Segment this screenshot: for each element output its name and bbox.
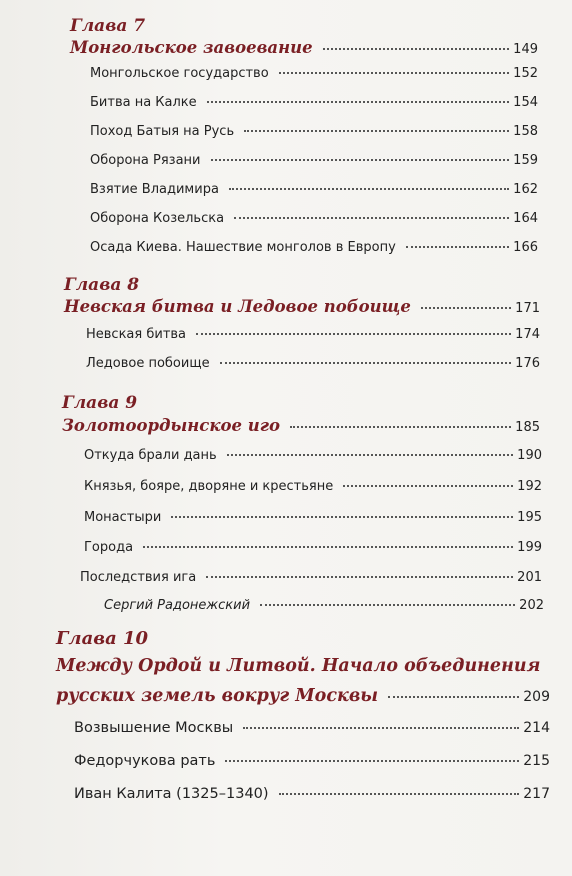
entry-label: Взятие Владимира (90, 182, 219, 197)
leader-dots (279, 72, 509, 74)
entry-label: Откуда брали дань (84, 448, 217, 463)
page-number: 164 (513, 211, 538, 226)
entry-label: Последствия ига (80, 570, 197, 585)
toc-entry[interactable] (84, 479, 542, 494)
entry-label: Оборона Рязани (90, 153, 201, 168)
toc-entry[interactable] (84, 448, 542, 463)
page-number: 154 (513, 95, 538, 110)
leader-dots (220, 362, 512, 364)
leader-dots (421, 307, 511, 309)
entry-label: Монастыри (84, 510, 162, 525)
leader-dots (244, 130, 509, 132)
chapter-10-title-line1: Между Ордой и Литвой. Начало объединения (56, 656, 541, 676)
page-number: 214 (523, 720, 550, 736)
page-number: 199 (517, 540, 542, 555)
entry-label: Оборона Козельска (90, 211, 225, 226)
entry-label: Монгольское государство (90, 66, 269, 81)
page-number: 149 (513, 42, 538, 57)
page-number: 159 (513, 153, 538, 168)
leader-dots (343, 485, 513, 487)
page-number: 192 (517, 479, 542, 494)
toc-entry[interactable] (104, 598, 544, 613)
page-number: 176 (515, 356, 540, 371)
entry-label: Невская битва (86, 327, 187, 342)
chapter-7-title-entry[interactable] (70, 38, 538, 57)
toc-entry[interactable] (84, 510, 542, 525)
toc-entry[interactable] (74, 753, 550, 769)
toc-entry[interactable] (90, 182, 538, 197)
page-number: 174 (515, 327, 540, 342)
leader-dots (225, 760, 519, 762)
page-number: 215 (523, 753, 550, 769)
leader-dots (143, 546, 513, 548)
leader-dots (227, 454, 513, 456)
chapter-10-title-entry[interactable] (56, 686, 550, 706)
entry-label: Иван Калита (1325–1340) (74, 786, 269, 802)
entry-label: Ледовое побоище (86, 356, 210, 371)
chapter-7-heading: Глава 7 (70, 16, 146, 36)
toc-entry[interactable] (84, 540, 542, 555)
page-number: 152 (513, 66, 538, 81)
entry-label: Возвышение Москвы (74, 720, 234, 736)
leader-dots (323, 48, 510, 50)
leader-dots (279, 793, 520, 795)
page-number: 201 (517, 570, 542, 585)
page-number: 158 (513, 124, 538, 139)
entry-label: Князья, бояре, дворяне и крестьяне (84, 479, 334, 494)
chapter-8-title-entry[interactable] (64, 297, 540, 316)
chapter-10-heading: Глава 10 (56, 628, 149, 649)
entry-label: Осада Киева. Нашествие монголов в Европу (90, 240, 396, 255)
toc-entry[interactable] (90, 240, 538, 255)
leader-dots (260, 604, 515, 606)
leader-dots (171, 516, 513, 518)
toc-entry[interactable] (74, 786, 550, 802)
leader-dots (406, 246, 509, 248)
entry-label: Битва на Калке (90, 95, 197, 110)
chapter-7-title: Монгольское завоевание (70, 38, 313, 57)
chapter-8-heading: Глава 8 (64, 275, 140, 295)
chapter-9-heading: Глава 9 (62, 393, 138, 413)
toc-entry[interactable] (80, 570, 542, 585)
page-number: 209 (523, 689, 550, 705)
leader-dots (229, 188, 509, 190)
chapter-9-title-entry[interactable] (62, 416, 540, 435)
entry-label: Федорчукова рать (74, 753, 216, 769)
toc-entry[interactable] (90, 211, 538, 226)
leader-dots (207, 101, 510, 103)
chapter-9-title: Золотоордынское иго (62, 416, 281, 435)
toc-entry[interactable] (74, 720, 550, 736)
entry-label: Поход Батыя на Русь (90, 124, 235, 139)
page-number: 162 (513, 182, 538, 197)
page-number: 217 (523, 786, 550, 802)
leader-dots (290, 426, 511, 428)
leader-dots (234, 217, 509, 219)
page-number: 185 (515, 420, 540, 435)
page-number: 195 (517, 510, 542, 525)
chapter-10-title-line2: русских земель вокруг Москвы (56, 686, 379, 706)
page-number: 166 (513, 240, 538, 255)
chapter-8-title: Невская битва и Ледовое побоище (64, 297, 411, 316)
leader-dots (243, 727, 519, 729)
toc-entry[interactable] (90, 124, 538, 139)
page-number: 171 (515, 301, 540, 316)
toc-entry[interactable] (86, 356, 540, 371)
page-number: 190 (517, 448, 542, 463)
toc-entry[interactable] (86, 327, 540, 342)
leader-dots (206, 576, 513, 578)
entry-label: Города (84, 540, 134, 555)
leader-dots (211, 159, 510, 161)
leader-dots (196, 333, 511, 335)
page-number: 202 (519, 598, 544, 613)
leader-dots (388, 696, 519, 698)
toc-entry[interactable] (90, 66, 538, 81)
entry-label: Сергий Радонежский (104, 598, 251, 613)
toc-entry[interactable] (90, 153, 538, 168)
toc-entry[interactable] (90, 95, 538, 110)
